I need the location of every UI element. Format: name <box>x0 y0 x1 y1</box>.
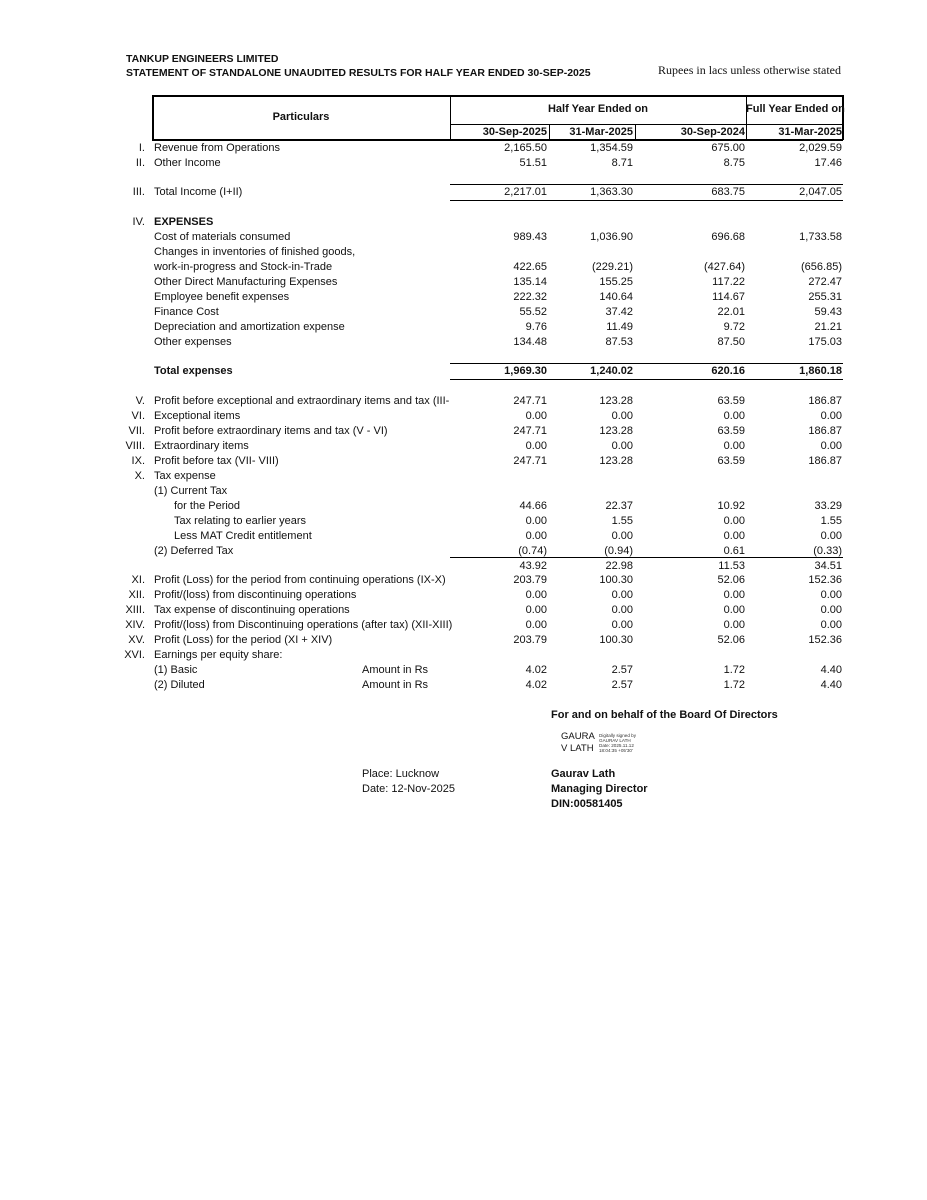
row-label: Profit (Loss) for the period (XI + XIV) <box>154 634 333 646</box>
row-value: 8.75 <box>723 157 745 169</box>
full-year-header: Full Year Ended on <box>746 103 845 115</box>
row-label: Less MAT Credit entitlement <box>174 530 312 542</box>
row-value: 55.52 <box>519 306 547 318</box>
row-value: 0.00 <box>820 604 842 616</box>
row-value: 22.01 <box>717 306 745 318</box>
row-label: (1) Current Tax <box>154 485 228 497</box>
row-value: 59.43 <box>814 306 842 318</box>
row-value: 0.00 <box>723 604 745 616</box>
signature-note: Date: 2025.11.12 <box>599 743 634 748</box>
signature-name-line2: V LATH <box>561 743 594 754</box>
row-value: 117.22 <box>712 276 745 288</box>
row-label: EXPENSES <box>154 216 214 228</box>
row-value: 22.37 <box>605 500 633 512</box>
row-label: work-in-progress and Stock-in-Trade <box>154 261 333 273</box>
row-value: 0.00 <box>525 604 547 616</box>
row-value: 152.36 <box>808 574 842 586</box>
row-value: 2.57 <box>611 664 633 676</box>
row-value: 135.14 <box>513 276 547 288</box>
row-value: 134.48 <box>513 336 547 348</box>
row-value: 63.59 <box>717 455 745 467</box>
row-value: 4.40 <box>820 664 842 676</box>
row-number: II. <box>135 157 145 169</box>
row-value: 11.53 <box>718 560 745 572</box>
row-value: 0.00 <box>820 530 842 542</box>
row-value: 2,029.59 <box>799 142 842 154</box>
row-label: Profit before tax (VII- VIII) <box>154 455 279 467</box>
row-value: 422.65 <box>513 261 547 273</box>
row-value: (656.85) <box>801 261 842 273</box>
row-value: 4.02 <box>525 664 547 676</box>
row-number: IV. <box>132 216 145 228</box>
row-label: Profit (Loss) for the period from continuing operations (IX-X) <box>154 574 446 586</box>
row-value: 1,733.58 <box>799 231 842 243</box>
row-value: 87.53 <box>605 336 633 348</box>
row-value: 63.59 <box>717 425 745 437</box>
row-number: IX. <box>131 455 145 467</box>
row-value: 0.00 <box>525 530 547 542</box>
row-label: for the Period <box>174 500 241 512</box>
row-value: 0.00 <box>723 515 745 527</box>
row-value: 222.32 <box>513 291 547 303</box>
row-number: XII. <box>128 589 145 601</box>
row-label: Other expenses <box>154 336 232 348</box>
row-value: 2,047.05 <box>799 186 842 198</box>
row-value: 0.00 <box>611 619 633 631</box>
row-number: VI. <box>131 410 145 422</box>
row-value: 152.36 <box>808 634 842 646</box>
row-label: Depreciation and amortization expense <box>154 321 345 333</box>
row-number: VIII. <box>125 440 145 452</box>
row-value: 114.67 <box>712 291 745 303</box>
column-header: 31-Mar-2025 <box>569 126 633 138</box>
row-label: Total expenses <box>154 365 233 377</box>
row-label: Profit/(loss) from Discontinuing operations (after tax) (XII-XIII) <box>154 619 453 631</box>
row-value: 0.00 <box>525 589 547 601</box>
row-value: 1.72 <box>723 679 745 691</box>
row-value: 186.87 <box>808 395 842 407</box>
signature-note: Digitally signed by <box>599 733 637 738</box>
row-value: 43.92 <box>519 560 547 572</box>
row-value: 0.00 <box>723 619 745 631</box>
signature-note: 18:04:35 +05'30' <box>599 748 633 753</box>
row-value: 22.98 <box>605 560 633 572</box>
row-value: 0.00 <box>611 589 633 601</box>
row-value: 1,354.59 <box>590 142 633 154</box>
row-label: (2) Deferred Tax <box>154 545 234 557</box>
row-label: Profit before extraordinary items and tax (V - VI) <box>154 425 388 437</box>
row-value: 620.16 <box>711 365 745 377</box>
row-value: (427.64) <box>704 261 745 273</box>
row-value: 0.00 <box>723 410 745 422</box>
signature-note: GAURAV LATH <box>599 738 631 743</box>
row-value: 186.87 <box>808 455 842 467</box>
row-label: Cost of materials consumed <box>154 231 291 243</box>
row-label: Changes in inventories of finished goods, <box>154 246 356 258</box>
date: Date: 12-Nov-2025 <box>362 783 455 795</box>
row-value: 10.92 <box>717 500 745 512</box>
row-value: 123.28 <box>599 395 633 407</box>
row-value: 87.50 <box>717 336 745 348</box>
row-value: 175.03 <box>808 336 842 348</box>
row-value: 2.57 <box>611 679 633 691</box>
row-value: 0.00 <box>525 515 547 527</box>
row-value: 203.79 <box>513 634 547 646</box>
row-value: 0.00 <box>611 440 633 452</box>
row-value: 52.06 <box>717 634 745 646</box>
statement-title: STATEMENT OF STANDALONE UNAUDITED RESULTS FOR HALF YEAR ENDED 30-SEP-2025 <box>126 67 591 79</box>
row-value: 155.25 <box>599 276 633 288</box>
row-value: (0.74) <box>518 545 547 557</box>
row-number: XI. <box>131 574 145 586</box>
row-number: X. <box>134 470 145 482</box>
signature-name-line1: GAURA <box>561 731 595 742</box>
row-value: 203.79 <box>513 574 547 586</box>
row-value: 0.00 <box>723 440 745 452</box>
row-value: 44.66 <box>519 500 547 512</box>
row-value: 123.28 <box>599 455 633 467</box>
row-value: 1.55 <box>820 515 842 527</box>
row-value: 8.71 <box>611 157 633 169</box>
row-label: Total Income (I+II) <box>154 186 243 198</box>
place: Place: Lucknow <box>362 768 440 780</box>
row-value: 9.76 <box>525 321 547 333</box>
row-value: 247.71 <box>513 455 547 467</box>
row-label: Employee benefit expenses <box>154 291 290 303</box>
row-value: 4.02 <box>525 679 547 691</box>
row-value: 4.40 <box>820 679 842 691</box>
row-value: 33.29 <box>814 500 842 512</box>
row-value: 11.49 <box>606 321 633 333</box>
row-value: 0.00 <box>820 440 842 452</box>
row-number: XV. <box>128 634 145 646</box>
row-label: Other Direct Manufacturing Expenses <box>154 276 338 288</box>
row-value: 255.31 <box>808 291 842 303</box>
row-label: Profit before exceptional and extraordinary items and tax (III- <box>154 395 450 407</box>
row-value: 63.59 <box>717 395 745 407</box>
row-value: 0.00 <box>820 410 842 422</box>
row-number: XIV. <box>125 619 145 631</box>
row-value: 100.30 <box>599 634 633 646</box>
row-value: 0.00 <box>525 440 547 452</box>
board-note: For and on behalf of the Board Of Directors <box>551 709 778 721</box>
row-value: 0.00 <box>611 604 633 616</box>
row-value: 0.00 <box>611 410 633 422</box>
row-value: 0.00 <box>820 589 842 601</box>
row-label: Other Income <box>154 157 221 169</box>
row-value: 51.51 <box>519 157 547 169</box>
row-label: (1) Basic <box>154 664 198 676</box>
row-value: 0.61 <box>723 545 745 557</box>
row-value: 100.30 <box>599 574 633 586</box>
row-value: 140.64 <box>599 291 633 303</box>
row-value: 247.71 <box>513 425 547 437</box>
row-value: 0.00 <box>611 530 633 542</box>
row-unit: Amount in Rs <box>362 679 429 691</box>
row-value: 0.00 <box>723 589 745 601</box>
row-number: III. <box>132 186 145 198</box>
row-value: 989.43 <box>513 231 547 243</box>
row-value: 2,165.50 <box>504 142 547 154</box>
column-header: 31-Mar-2025 <box>778 126 842 138</box>
signatory-designation: Managing Director <box>551 783 648 795</box>
row-value: 1,240.02 <box>590 365 633 377</box>
row-value: 21.21 <box>814 321 842 333</box>
row-value: 1,036.90 <box>590 231 633 243</box>
row-value: (229.21) <box>592 261 633 273</box>
row-value: 272.47 <box>808 276 842 288</box>
row-value: 17.46 <box>814 157 842 169</box>
row-value: 675.00 <box>711 142 745 154</box>
row-label: Extraordinary items <box>154 440 249 452</box>
row-value: 9.72 <box>723 321 745 333</box>
row-number: V. <box>135 395 145 407</box>
row-label: Tax expense <box>154 470 216 482</box>
row-value: (0.94) <box>604 545 633 557</box>
row-value: 2,217.01 <box>504 186 547 198</box>
row-label: Tax relating to earlier years <box>174 515 307 527</box>
column-header: 30-Sep-2024 <box>680 126 745 138</box>
row-value: 123.28 <box>599 425 633 437</box>
row-value: (0.33) <box>813 545 842 557</box>
particulars-header: Particulars <box>272 111 330 123</box>
row-value: 0.00 <box>525 410 547 422</box>
half-year-header: Half Year Ended on <box>547 103 649 115</box>
row-value: 52.06 <box>717 574 745 586</box>
company-name: TANKUP ENGINEERS LIMITED <box>126 53 279 65</box>
row-label: (2) Diluted <box>154 679 205 691</box>
row-value: 0.00 <box>820 619 842 631</box>
row-number: I. <box>138 142 145 154</box>
row-value: 34.51 <box>814 560 842 572</box>
row-value: 247.71 <box>513 395 547 407</box>
row-number: VII. <box>128 425 145 437</box>
row-value: 683.75 <box>711 186 745 198</box>
row-unit: Amount in Rs <box>362 664 429 676</box>
row-number: XVI. <box>124 649 145 661</box>
row-label: Tax expense of discontinuing operations <box>154 604 350 616</box>
signatory-name: Gaurav Lath <box>551 768 616 780</box>
row-value: 1.72 <box>723 664 745 676</box>
row-value: 1,363.30 <box>590 186 633 198</box>
row-value: 37.42 <box>605 306 633 318</box>
row-value: 0.00 <box>723 530 745 542</box>
column-header: 30-Sep-2025 <box>482 126 547 138</box>
row-label: Finance Cost <box>154 306 219 318</box>
row-value: 1,860.18 <box>799 365 842 377</box>
row-value: 186.87 <box>808 425 842 437</box>
row-label: Earnings per equity share: <box>154 649 283 661</box>
row-value: 0.00 <box>525 619 547 631</box>
signatory-din: DIN:00581405 <box>551 798 623 810</box>
row-label: Profit/(loss) from discontinuing operations <box>154 589 357 601</box>
row-label: Exceptional items <box>154 410 241 422</box>
units-note: Rupees in lacs unless otherwise stated <box>658 63 841 77</box>
row-value: 696.68 <box>711 231 745 243</box>
row-value: 1,969.30 <box>504 365 547 377</box>
row-number: XIII. <box>125 604 145 616</box>
row-value: 1.55 <box>611 515 633 527</box>
row-label: Revenue from Operations <box>154 142 280 154</box>
